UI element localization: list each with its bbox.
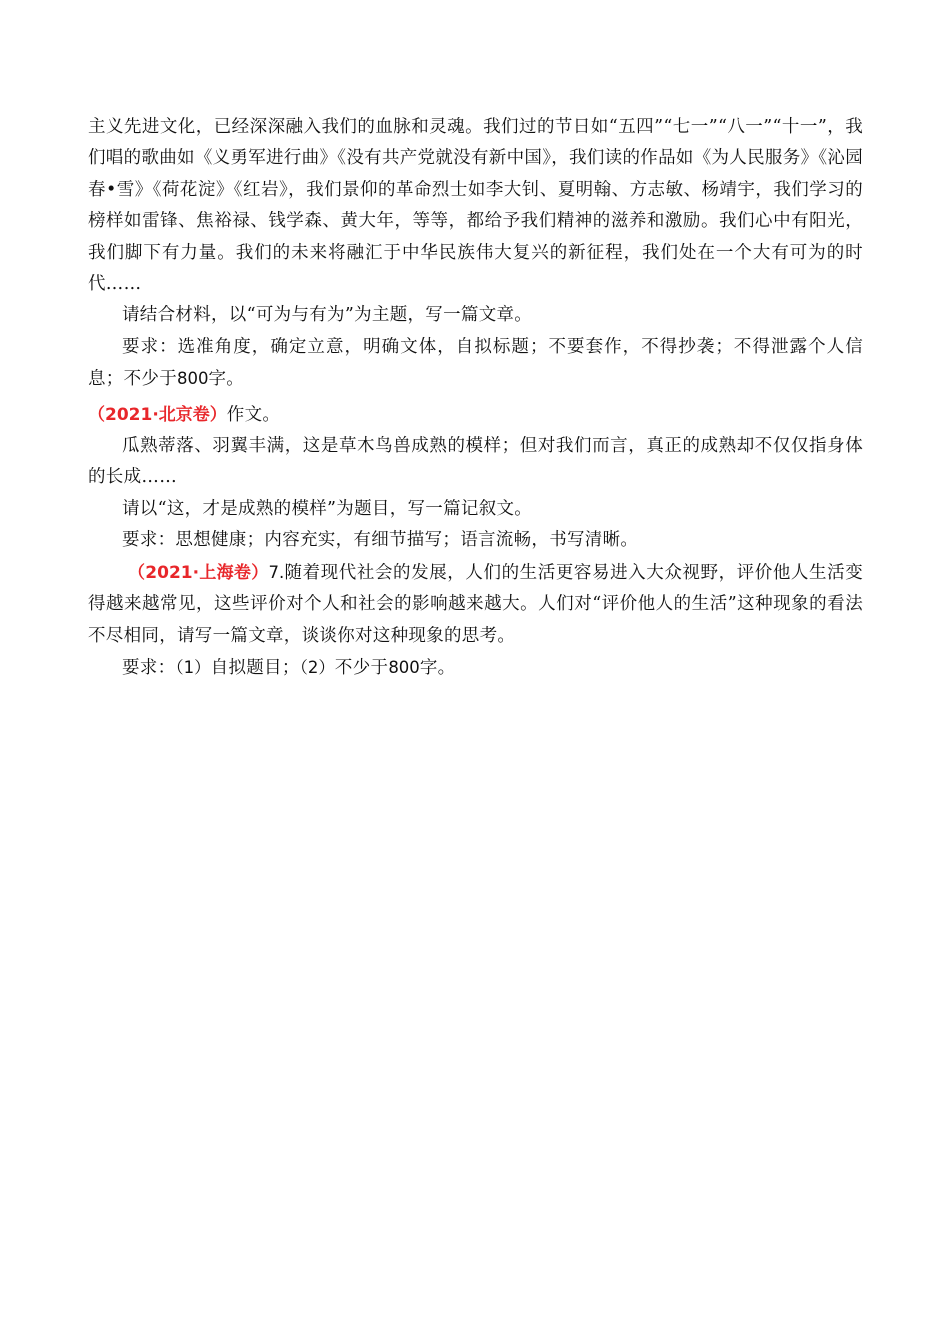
question-number: 7. (268, 562, 285, 582)
req-label: 要求： (122, 657, 176, 678)
beijing-heading (88, 400, 863, 431)
task-instruction (88, 300, 863, 331)
req-item-1-number: （1） (175, 657, 211, 677)
req-item-2-number: （2） (299, 657, 335, 677)
beijing-title: 作文。 (226, 404, 281, 425)
req-item-1-text: 自拟题目； (210, 657, 300, 678)
beijing-instruction-text: 请以“这，才是成熟的模样”为题目，写一篇记叙文。 (122, 498, 533, 519)
document-page (88, 112, 863, 684)
shanghai-exam-tag: （2021·上海卷） (128, 562, 269, 583)
req-item-2-text: 不少于 (334, 657, 389, 678)
shanghai-requirements (88, 652, 863, 684)
beijing-instruction (88, 494, 863, 525)
material-paragraph (88, 112, 863, 300)
beijing-requirements (88, 525, 863, 556)
beijing-material-text: 瓜熟蒂落、羽翼丰满，这是草木鸟兽成熟的模样；但对我们而言，真正的成熟却不仅仅指身体的长成…… (88, 436, 863, 488)
req-word-count: 800 (388, 657, 420, 677)
shanghai-text: 随着现代社会的发展，人们的生活更容易进入大众视野，评价他人生活变得越来越常见，这些评价对个人和社会的影响越来越大。人们对“评价他人的生活”这种现象的看法不尽相同，请写一篇文章，谈谈你对这种现象的思考。 (88, 562, 863, 646)
shanghai-paragraph (88, 557, 863, 652)
requirements-text: 要求：选准角度，确定立意，明确文体，自拟标题；不要套作，不得抄袭；不得泄露个人信息；不少于 (88, 336, 863, 390)
beijing-requirements-text: 要求：思想健康；内容充实，有细节描写；语言流畅，书写清晰。 (122, 530, 639, 551)
req-end: 字。 (419, 657, 456, 678)
beijing-exam-tag: （2021·北京卷） (88, 404, 227, 425)
requirements-end: 字。 (208, 369, 245, 390)
requirements-paragraph (88, 332, 863, 396)
beijing-material (88, 431, 863, 494)
word-count: 800 (177, 369, 209, 389)
task-instruction-text: 请结合材料，以“可为与有为”为主题，写一篇文章。 (122, 305, 533, 326)
material-text: 主义先进文化，已经深深融入我们的血脉和灵魂。我们过的节日如“五四”“七一”“八一”“十一”，我们唱的歌曲如《义勇军进行曲》《没有共产党就没有新中国》，我们读的作品如《为人民服务》《沁园春•雪》《荷花淀》《红岩》，我们景仰的革命烈士如李大钊、夏明翰、方志敏、杨靖宇，我们学习的榜样如雷锋、焦裕禄、钱学森、黄大年，等等，都给予我们精神的滋养和激励。我们心中有阳光，我们脚下有力量。我们的未来将融汇于中华民族伟大复兴的新征程，我们处在一个大有可为的时代…… (88, 117, 863, 295)
